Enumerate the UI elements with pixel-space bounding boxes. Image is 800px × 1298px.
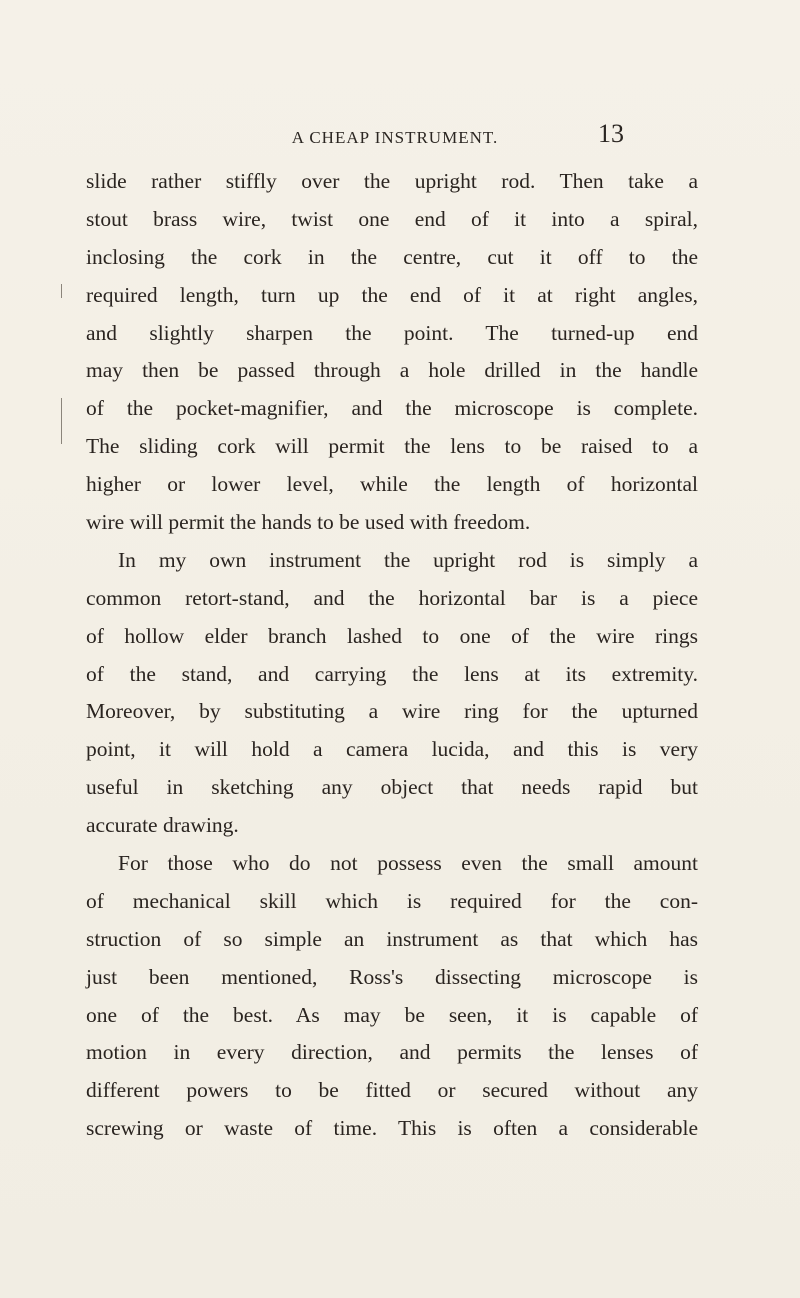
text-line: struction of so simple an instrument as that which has (86, 926, 698, 951)
text-line: higher or lower level, while the length of horizontal (86, 472, 698, 497)
text-line: inclosing the cork in the centre, cut it off to the (86, 244, 698, 269)
text-line: stout brass wire, twist one end of it into a spiral, (86, 206, 698, 231)
text-line: of mechanical skill which is required for the con- (86, 888, 698, 913)
text-line: of the stand, and carrying the lens at its extremity. (86, 661, 698, 686)
text-line: of the pocket-magnifier, and the microscope is complete. (86, 396, 698, 421)
text-line: different powers to be fitted or secured without any (86, 1078, 698, 1103)
text-line: Moreover, by substituting a wire ring for the upturned (86, 699, 698, 724)
page-number: 13 (598, 119, 624, 148)
margin-mark (61, 398, 62, 444)
text-line: motion in every direction, and permits the lenses of (86, 1040, 698, 1065)
text-line: slide rather stiffly over the upright rod. Then take a (86, 169, 698, 193)
running-head (0, 118, 800, 158)
text-line: The sliding cork will permit the lens to be raised to a (86, 434, 698, 459)
text-line: just been mentioned, Ross's dissecting microscope is (86, 964, 698, 989)
text-line: and slightly sharpen the point. The turned-up end (86, 320, 698, 345)
text-line: one of the best. As may be seen, it is capable of (86, 1002, 698, 1027)
text-line: required length, turn up the end of it at right angles, (86, 282, 698, 307)
text-line: useful in sketching any object that needs rapid but (86, 775, 698, 800)
text-line: For those who do not possess even the small amount (118, 851, 698, 876)
text-line: In my own instrument the upright rod is simply a (118, 547, 698, 572)
text-line: may then be passed through a hole drilled in the handle (86, 358, 698, 383)
text-line: wire will permit the hands to be used with freedom. (86, 510, 531, 535)
text-line: point, it will hold a camera lucida, and this is very (86, 737, 698, 762)
text-line: of hollow elder branch lashed to one of the wire rings (86, 623, 698, 648)
running-title: A CHEAP INSTRUMENT. (291, 128, 499, 147)
text-line: common retort-stand, and the horizontal bar is a piece (86, 585, 698, 610)
body-text (86, 163, 698, 1148)
margin-mark (61, 284, 62, 298)
text-line: screwing or waste of time. This is often a considerable (86, 1116, 698, 1141)
text-line: accurate drawing. (86, 813, 239, 838)
